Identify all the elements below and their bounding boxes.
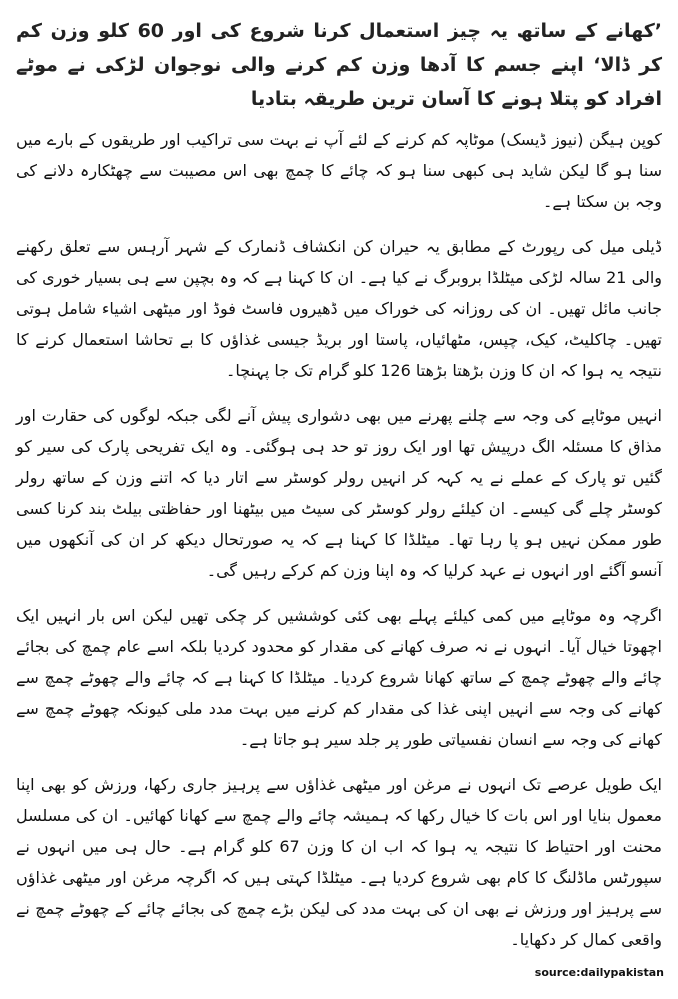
source-credit: source:dailypakistan [534, 966, 664, 979]
article-body [16, 14, 662, 955]
article-paragraph-2: ڈیلی میل کی رپورٹ کے مطابق یہ حیران کن انکشاف ڈنمارک کے شہر آرہس سے تعلق رکھنے والی 21 سالہ لڑکی میٹلڈا بروبرگ نے کیا ہے۔ ان کا کہنا ہے کہ وہ بچپن سے ہی بسیار خوری کی جانب مائل تھیں۔ ان کی روزانہ کی خوراک میں ڈھیروں فاسٹ فوڈ اور میٹھی اشیاء شامل ہوتی تھیں۔ چاکلیٹ، کیک، چپس، مٹھائیاں، پاستا اور بریڈ جیسی غذاؤں کا بے تحاشا استعمال کرنے کا نتیجہ یہ ہوا کہ ان کا وزن بڑھتا بڑھتا 126 کلو گرام تک جا پہنچا۔ [16, 237, 663, 380]
article-paragraph-3: انہیں موٹاپے کی وجہ سے چلنے پھرنے میں بھی دشواری پیش آنے لگی جبکہ لوگوں کی حقارت اور مذاق کا مسئلہ الگ درپیش تھا اور ایک روز تو حد ہی ہوگئی۔ وہ ایک تفریحی پارک کی سیر کو گئیں تو پارک کے عملے نے یہ کہہ کر انہیں رولر کوسٹر سے اتار دیا کہ اتنے وزن کے ساتھ رولر کوسٹر چلے گی کیسے۔ ان کیلئے رولر کوسٹر کی سیٹ میں بیٹھنا اور حفاظتی بیلٹ بند کرنا کسی طور ممکن نہیں ہو پا رہا تھا۔ میٹلڈا کا کہنا ہے کہ یہ صورتحال دیکھ کر ان کی آنکھوں میں آنسو آگئے اور انہوں نے عہد کرلیا کہ وہ اپنا وزن کم کرکے رہیں گی۔ [16, 406, 662, 580]
article-headline: ’کھانے کے ساتھ یہ چیز استعمال کرنا شروع کی اور 60 کلو وزن کم کر ڈالا‘ اپنے جسم کا آدھا وزن کم کرنے والی نوجوان لڑکی نے موٹے افراد کو پتلا ہونے کا آسان ترین طریقہ بتادیا [16, 20, 663, 110]
article-paragraph-5: ایک طویل عرصے تک انہوں نے مرغن اور میٹھی غذاؤں سے پرہیز جاری رکھا، ورزش کو بھی اپنا معمول بنایا اور اس بات کا خیال رکھا کہ ہمیشہ چائے والے چمچ سے کھانا کھائیں۔ ان کی مسلسل محنت اور احتیاط کا نتیجہ یہ ہوا کہ اب ان کا وزن 67 کلو گرام ہے۔ حال ہی میں انہوں نے سپورٹس ماڈلنگ کا کام بھی شروع کردیا ہے۔ میٹلڈا کہتی ہیں کہ اگرچہ مرغن اور میٹھی غذاؤں سے پرہیز اور ورزش نے بھی ان کی بہت مدد کی لیکن بڑے چمچ کی بجائے چائے کے چھوٹے چمچ نے واقعی کمال کر دکھایا۔ [16, 775, 663, 949]
article-paragraph-4: اگرچہ وہ موٹاپے میں کمی کیلئے پہلے بھی کئی کوششیں کر چکی تھیں لیکن اس بار انہیں ایک اچھوتا خیال آیا۔ انہوں نے نہ صرف کھانے کی مقدار کو محدود کردیا بلکہ اسے عام چمچ کی بجائے چائے والے چھوٹے چمچ کے ساتھ کھانا شروع کردیا۔ میٹلڈا کا کہنا ہے کہ چائے والے چھوٹے چمچ سے کھانے کی وجہ سے انہیں اپنی غذا کی مقدار کم کرنے میں بہت مدد ملی کیونکہ چھوٹے چمچ سے کھانے کی وجہ سے انسان نفسیاتی طور پر جلد سیر ہو جاتا ہے۔ [16, 606, 662, 749]
article-paragraph-1: کوپن ہیگن (نیوز ڈیسک) موٹاپہ کم کرنے کے لئے آپ نے بہت سی تراکیب اور طریقوں کے بارے میں سنا ہو گا لیکن شاید ہی کبھی سنا ہو کہ چائے کا چمچ بھی اس مصیبت سے چھٹکارہ دلانے کی وجہ بن سکتا ہے۔ [16, 130, 662, 211]
